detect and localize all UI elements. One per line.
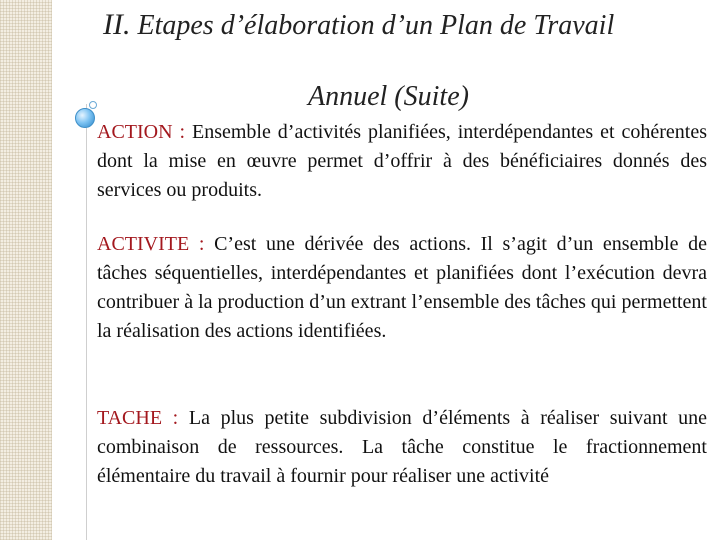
definition-text: C’est une dérivée des actions. Il s’agit d’un ensemble de tâches séquentielles, interdépendantes et planifiées dont l’exécution devra contribuer à la production d’un extrant l’ensemble des tâches qui permettent la réalisation des actions identifiées. — [97, 233, 707, 342]
small-circle-bullet-icon — [89, 101, 97, 109]
title-line-1: Etapes d’élaboration d’un Plan de Travail — [137, 10, 615, 41]
definition-tache — [97, 404, 707, 491]
definition-text: Ensemble d’activités planifiées, interdépendantes et cohérentes dont la mise en œuvre permet d’offrir à des bénéficiaires donnés des services ou produits. — [97, 121, 708, 201]
definition-term: ACTION : — [97, 121, 192, 143]
vertical-divider — [86, 104, 87, 540]
definition-activite — [97, 230, 707, 346]
definition-term: ACTIVITE : — [97, 233, 215, 255]
title-line-2: Annuel (Suite) — [308, 81, 469, 112]
definition-text: La plus petite subdivision d’éléments à réaliser suivant une combinaison de ressources. La tâche constitue le fractionnement élémentaire du travail à fournir pour réaliser une activité — [97, 407, 707, 487]
definition-action — [97, 118, 707, 205]
title-number: II. — [103, 8, 131, 41]
definition-term: TACHE : — [97, 407, 189, 429]
slide-title — [103, 8, 614, 43]
blue-circle-bullet-icon — [75, 108, 95, 128]
decorative-side-strip — [0, 0, 52, 540]
